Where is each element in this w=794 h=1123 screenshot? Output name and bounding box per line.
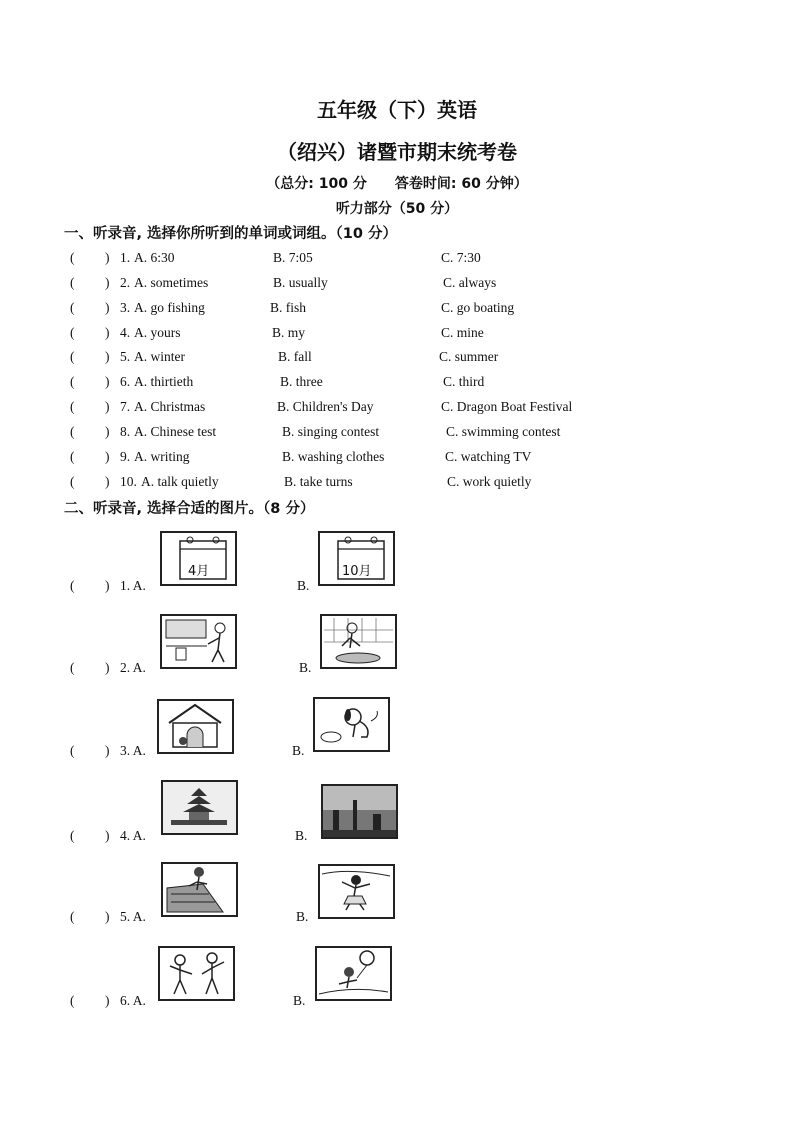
option-b: B. washing clothes	[282, 449, 385, 464]
list-item	[0, 325, 794, 345]
answer-blank-open[interactable]: (	[70, 474, 75, 489]
option-a-label: 2. A.	[120, 660, 146, 675]
option-b: B. take turns	[284, 474, 353, 489]
question-number: 2.	[120, 275, 131, 290]
answer-blank-open[interactable]: (	[70, 325, 75, 340]
part-heading: 听力部分（50 分）	[335, 201, 459, 217]
answer-blank-open[interactable]: (	[70, 424, 75, 439]
answer-blank-open[interactable]: (	[70, 349, 75, 364]
answer-blank-open[interactable]: (	[70, 828, 75, 843]
answer-blank-close: )	[105, 325, 110, 340]
question-number: 10.	[120, 474, 137, 489]
option-a: A. yours	[134, 325, 181, 340]
answer-blank-open[interactable]: (	[70, 374, 75, 389]
option-a-label: 5. A.	[120, 909, 146, 924]
option-c: C. Dragon Boat Festival	[441, 399, 573, 414]
option-b: B. singing contest	[282, 424, 380, 439]
question-number: 3.	[120, 300, 131, 315]
answer-blank-close: )	[105, 300, 110, 315]
list-item	[0, 424, 794, 444]
temple-of-heaven-illustration	[163, 782, 236, 833]
option-b-label: B.	[297, 578, 310, 593]
option-b: B. 7:05	[273, 250, 313, 265]
list-item	[0, 399, 794, 419]
option-a: A. writing	[134, 449, 190, 464]
option-c: C. mine	[441, 325, 484, 340]
option-b: B. usually	[273, 275, 328, 290]
list-item	[0, 449, 794, 469]
option-b-label: B.	[293, 993, 306, 1008]
option-a-label: 1. A.	[120, 578, 146, 593]
list-item	[0, 743, 794, 763]
option-a-label: 6. A.	[120, 993, 146, 1008]
exam-meta: （总分: 100 分 答卷时间: 60 分钟）	[266, 176, 528, 192]
option-c: C. work quietly	[447, 474, 532, 489]
answer-blank-close: )	[105, 449, 110, 464]
option-a-label: 3. A.	[120, 743, 146, 758]
girl-on-roof-illustration	[163, 864, 236, 915]
option-c: C. 7:30	[441, 250, 481, 265]
answer-blank-close: )	[105, 743, 110, 758]
kids-with-balloon-illustration	[317, 948, 390, 999]
option-b: B. my	[272, 325, 306, 340]
option-c: C. always	[443, 275, 497, 290]
answer-blank-close: )	[105, 250, 110, 265]
list-item	[0, 828, 794, 848]
option-b-label: B.	[296, 909, 309, 924]
answer-blank-close: )	[105, 424, 110, 439]
answer-blank-close: )	[105, 374, 110, 389]
question-number: 8.	[120, 424, 131, 439]
answer-blank-open[interactable]: (	[70, 275, 75, 290]
option-c: C. summer	[439, 349, 499, 364]
list-item	[0, 275, 794, 295]
list-item	[0, 578, 794, 598]
question-number: 7.	[120, 399, 131, 414]
list-item	[0, 909, 794, 929]
option-b: B. three	[280, 374, 323, 389]
option-c: C. go boating	[441, 300, 515, 315]
question-number: 5.	[120, 349, 131, 364]
page-subtitle: （绍兴）诸暨市期末统考卷	[277, 140, 517, 164]
answer-blank-close: )	[105, 660, 110, 675]
children-playing-illustration	[160, 948, 233, 999]
answer-blank-close: )	[105, 349, 110, 364]
list-item	[0, 474, 794, 494]
option-c: C. watching TV	[445, 449, 532, 464]
answer-blank-open[interactable]: (	[70, 660, 75, 675]
answer-blank-open[interactable]: (	[70, 909, 75, 924]
option-a: A. winter	[134, 349, 185, 364]
list-item	[0, 349, 794, 369]
question-number: 4.	[120, 325, 131, 340]
section-2-heading: 二、听录音, 选择合适的图片。（8 分）	[64, 501, 315, 517]
picture-option-a[interactable]	[161, 780, 238, 835]
question-number: 9.	[120, 449, 131, 464]
answer-blank-close: )	[105, 275, 110, 290]
answer-blank-close: )	[105, 909, 110, 924]
answer-blank-open[interactable]: (	[70, 578, 75, 593]
answer-blank-close: )	[105, 399, 110, 414]
option-a: A. 6:30	[134, 250, 175, 265]
option-b: B. fish	[270, 300, 307, 315]
option-c: C. third	[443, 374, 485, 389]
list-item	[0, 374, 794, 394]
option-a: A. thirtieth	[134, 374, 194, 389]
option-b-label: B.	[299, 660, 312, 675]
answer-blank-close: )	[105, 474, 110, 489]
list-item	[0, 993, 794, 1013]
page-title: 五年级（下）英语	[317, 98, 477, 122]
answer-blank-close: )	[105, 993, 110, 1008]
answer-blank-open[interactable]: (	[70, 300, 75, 315]
list-item	[0, 250, 794, 270]
list-item	[0, 660, 794, 680]
answer-blank-close: )	[105, 828, 110, 843]
option-a-label: 4. A.	[120, 828, 146, 843]
option-b-label: B.	[292, 743, 305, 758]
option-b-label: B.	[295, 828, 308, 843]
answer-blank-open[interactable]: (	[70, 449, 75, 464]
option-a: A. talk quietly	[141, 474, 219, 489]
option-a: A. Christmas	[134, 399, 206, 414]
calendar-label: 4月	[188, 564, 210, 579]
section-1-heading: 一、听录音, 选择你所听到的单词或词组。（10 分）	[64, 226, 398, 242]
option-a: A. Chinese test	[134, 424, 217, 439]
answer-blank-open[interactable]: (	[70, 399, 75, 414]
question-number: 6.	[120, 374, 131, 389]
option-a: A. sometimes	[134, 275, 209, 290]
answer-blank-close: )	[105, 578, 110, 593]
calendar-label: 10月	[342, 564, 372, 579]
answer-blank-open[interactable]: (	[70, 250, 75, 265]
option-c: C. swimming contest	[446, 424, 561, 439]
option-b: B. Children's Day	[277, 399, 374, 414]
question-number: 1.	[120, 250, 131, 265]
option-b: B. fall	[278, 349, 312, 364]
option-a: A. go fishing	[134, 300, 205, 315]
list-item	[0, 300, 794, 320]
answer-blank-open[interactable]: (	[70, 993, 75, 1008]
answer-blank-open[interactable]: (	[70, 743, 75, 758]
